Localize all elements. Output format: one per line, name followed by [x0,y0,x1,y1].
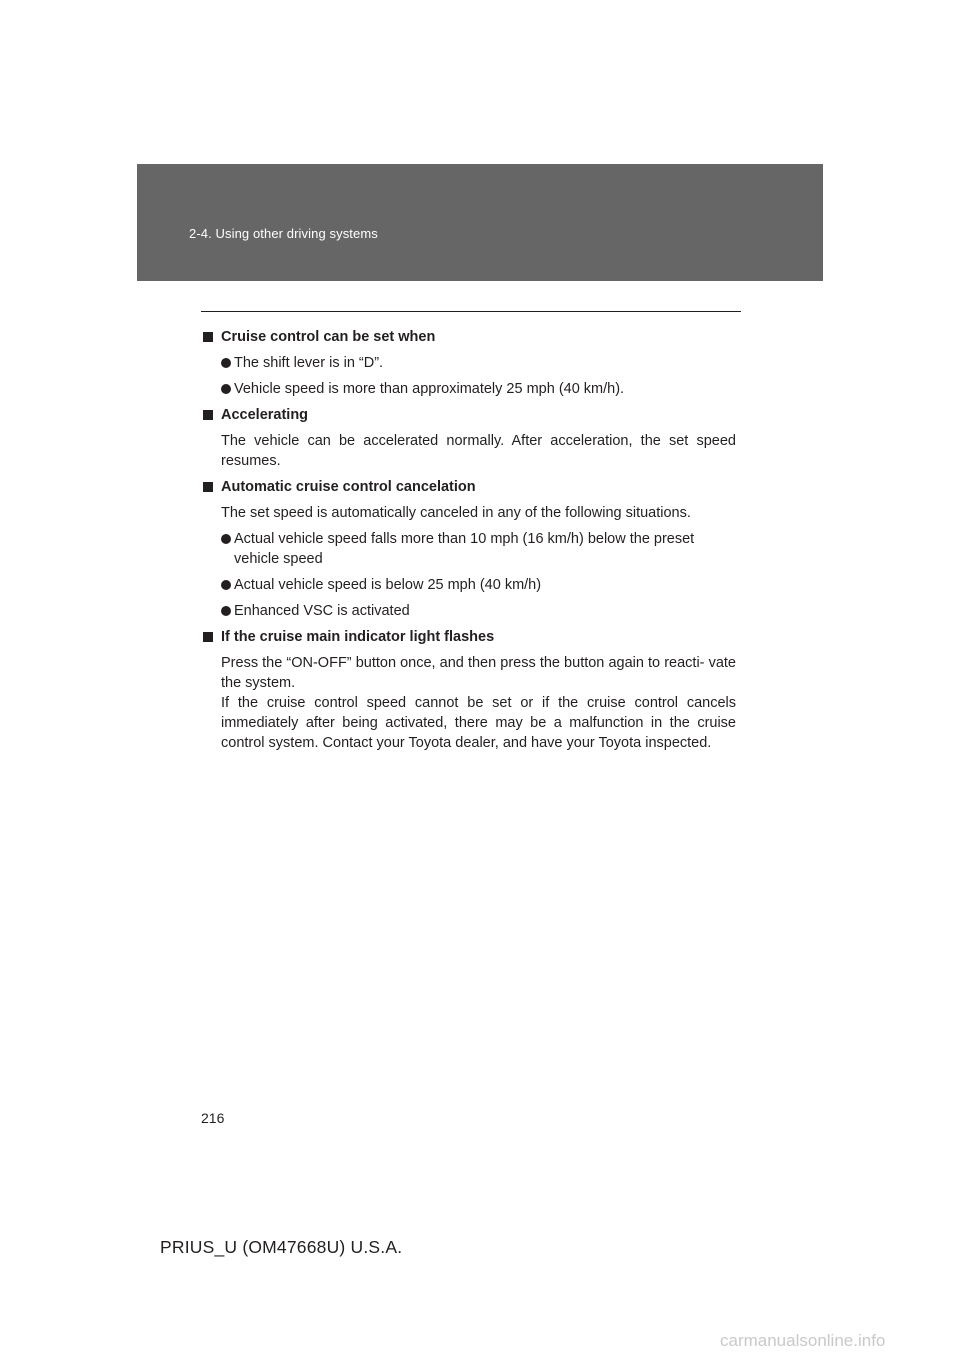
heading-cruise-set: Cruise control can be set when [203,327,736,347]
round-bullet-icon [221,580,231,590]
section-title: 2-4. Using other driving systems [189,226,378,241]
footer-model-code: PRIUS_U (OM47668U) U.S.A. [160,1237,403,1257]
heading-indicator-flashes: If the cruise main indicator light flashes [203,627,736,647]
horizontal-rule [201,311,741,312]
list-item: Enhanced VSC is activated [221,601,736,621]
page-number: 216 [201,1110,225,1126]
round-bullet-icon [221,606,231,616]
round-bullet-icon [221,384,231,394]
list-item: Actual vehicle speed is below 25 mph (40 km/h) [221,575,736,595]
heading-accelerating: Accelerating [203,405,736,425]
paragraph: The set speed is automatically canceled in any of the following situations. [221,505,691,521]
list-item: Actual vehicle speed falls more than 10 mph (16 km/h) below the preset vehicle speed [221,529,736,569]
paragraph: Press the “ON-OFF” button once, and then press the button again to reacti- vate the system. [221,655,736,691]
watermark: carmanualsonline.info [720,1331,886,1350]
list-item: The shift lever is in “D”. [221,353,736,373]
round-bullet-icon [221,358,231,368]
round-bullet-icon [221,534,231,544]
square-bullet-icon [203,632,213,642]
square-bullet-icon [203,332,213,342]
page-content [203,327,736,759]
square-bullet-icon [203,410,213,420]
paragraph: The vehicle can be accelerated normally. After acceleration, the set speed resumes. [221,433,736,469]
section-header-band [137,164,823,281]
paragraph: If the cruise control speed cannot be set or if the cruise control cancels immediately after being activated, there may be a malfunction in the cruise control system. Contact your Toyota dealer, and have your Toyota inspected. [221,695,736,751]
heading-auto-cancel: Automatic cruise control cancelation [203,477,736,497]
square-bullet-icon [203,482,213,492]
list-item: Vehicle speed is more than approximately 25 mph (40 km/h). [221,379,736,399]
